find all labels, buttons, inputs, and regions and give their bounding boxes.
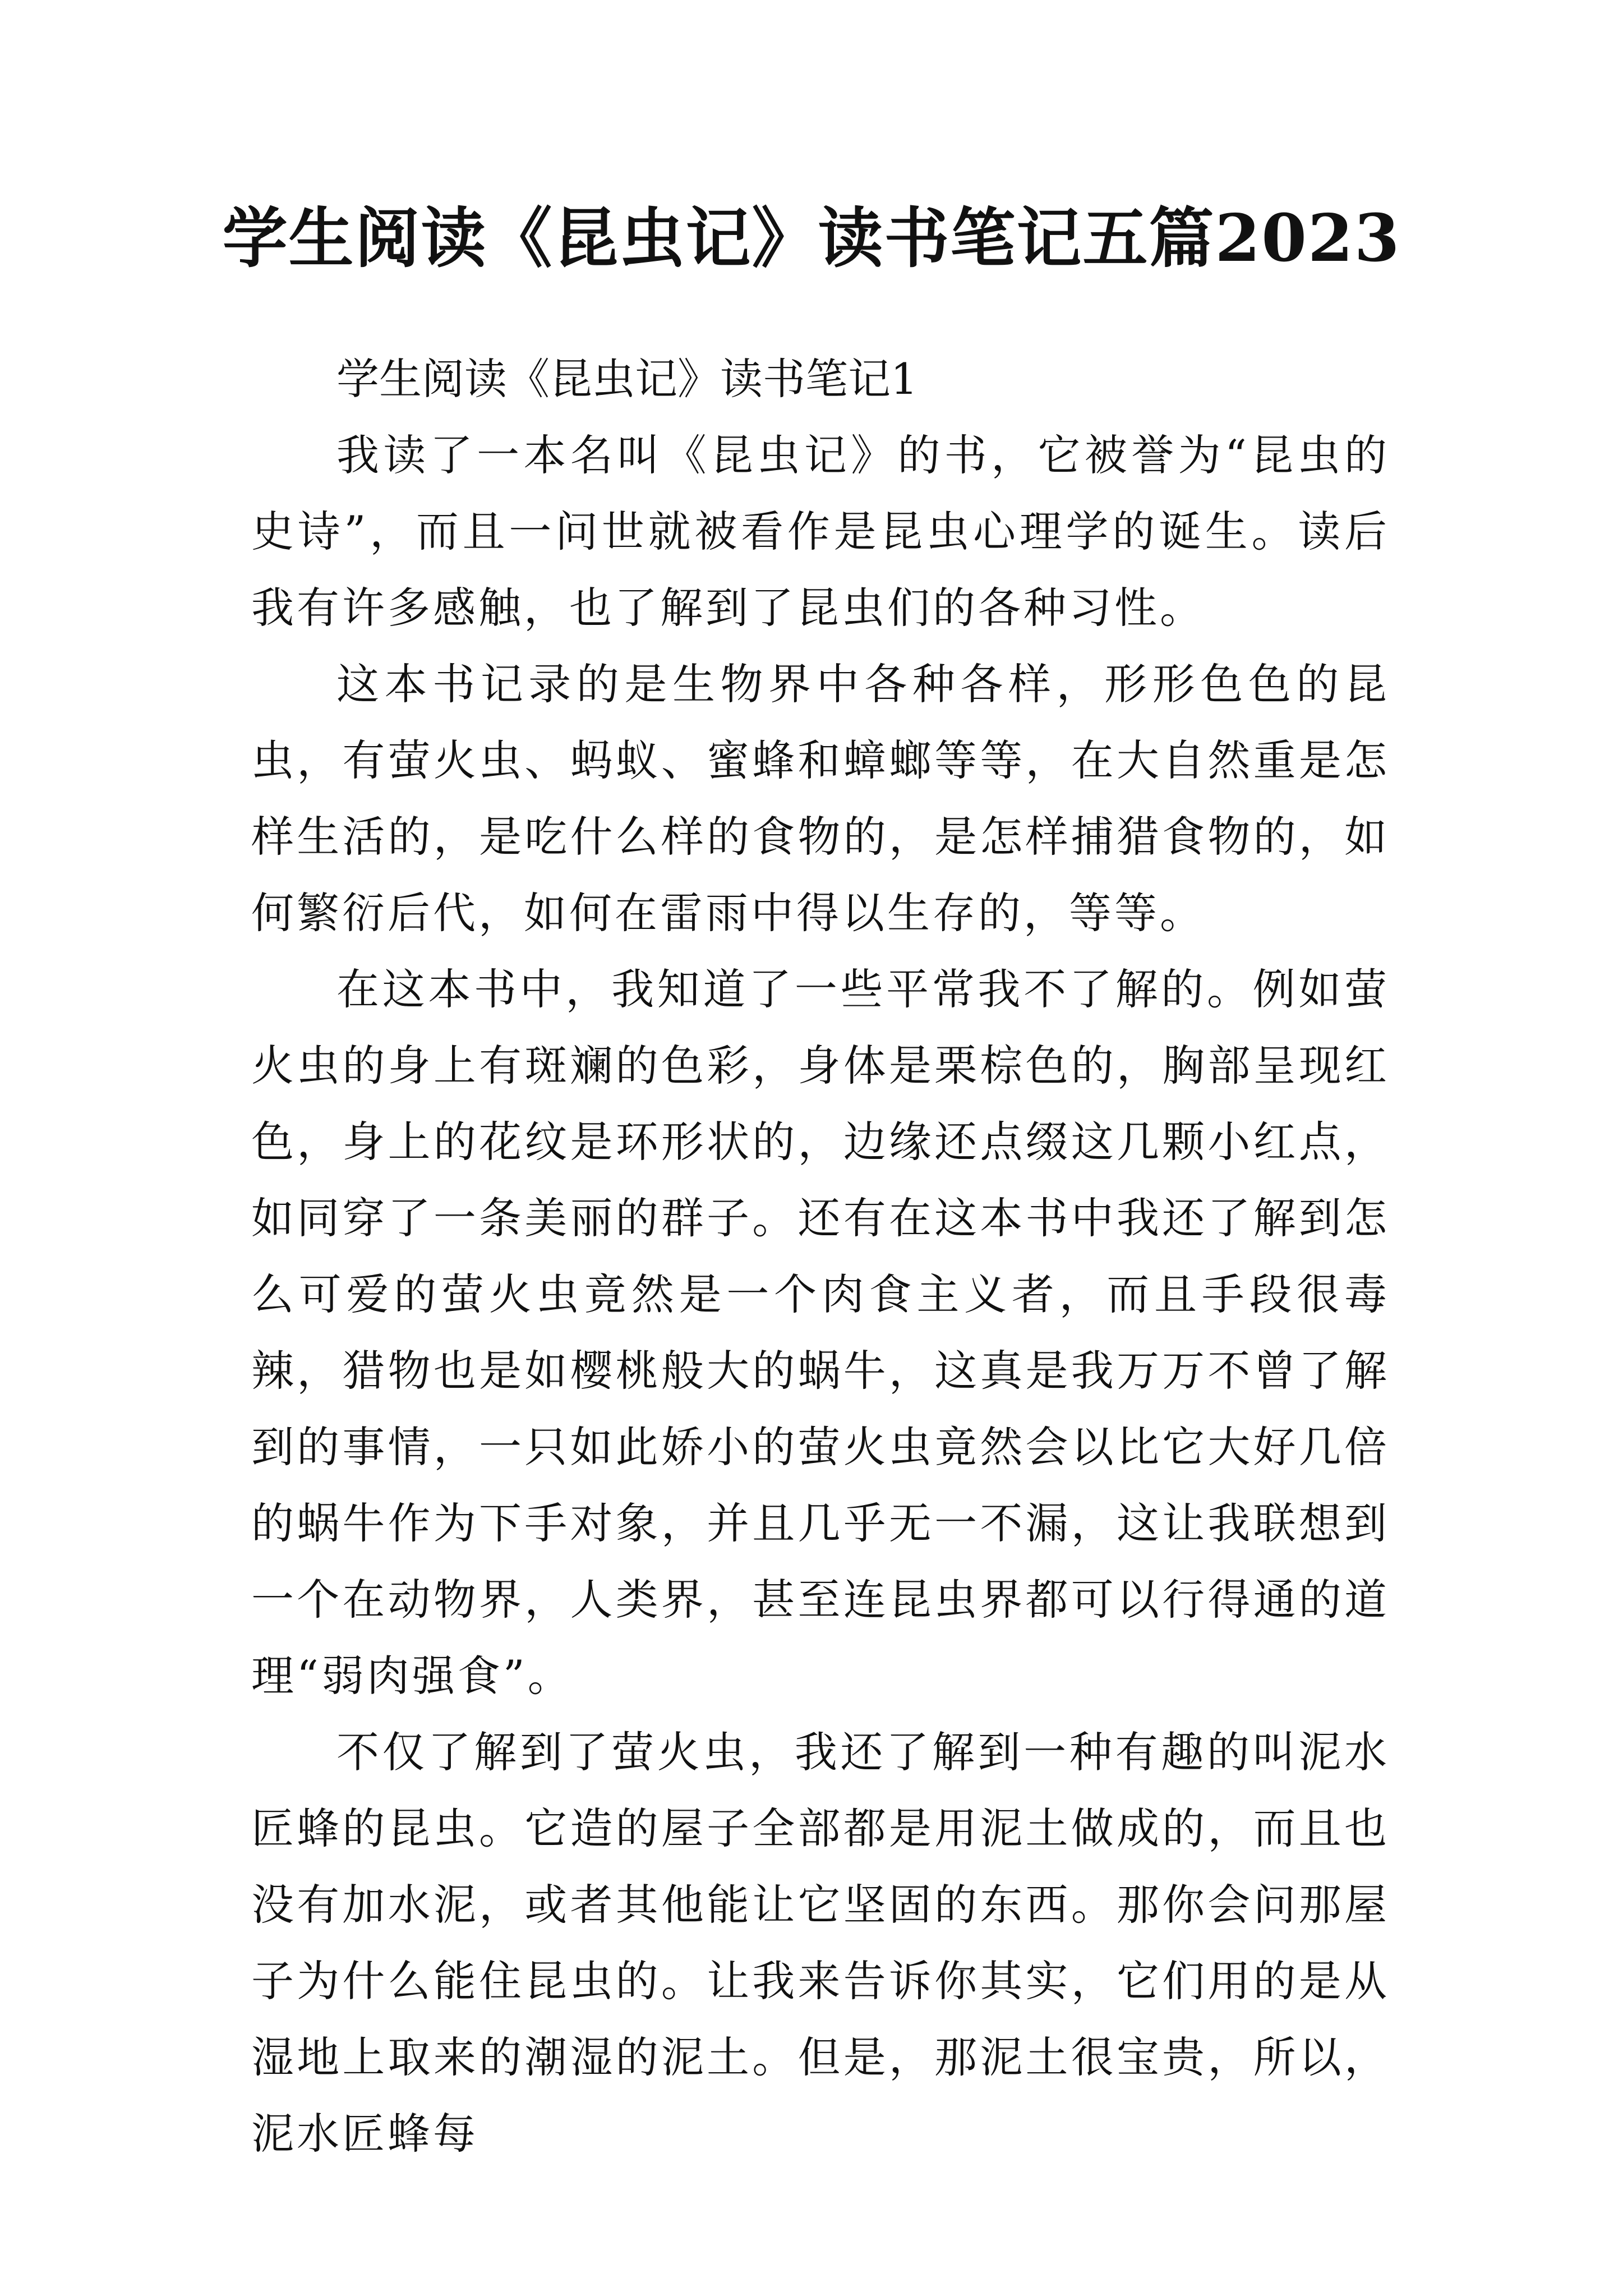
paragraph-1: 我读了一本名叫《昆虫记》的书，它被誉为“昆虫的史诗”，而且一问世就被看作是昆虫心理学的诞生。读后我有许多感触，也了解到了昆虫们的各种习性。 — [251, 430, 1390, 633]
paragraph-3: 在这本书中，我知道了一些平常我不了解的。例如萤火虫的身上有斑斓的色彩，身体是栗棕色的，胸部呈现红色，身上的花纹是环形状的，边缘还点缀这几颗小红点，如同穿了一条美丽的群子。还有在这本书中我还了解到怎么可爱的萤火虫竟然是一个肉食主义者，而且手段很毒辣，猎物也是如樱桃般大的蜗牛，这真是我万万不曾了解到的事情，一只如此娇小的萤火虫竟然会以比它大好几倍的蜗牛作为下手对象，并且几乎无一不漏，这让我联想到一个在动物界，人类界，甚至连昆虫界都可以行得通的道理“弱肉强食”。 — [251, 964, 1390, 1701]
document-title: 学生阅读《昆虫记》读书笔记五篇2023 — [222, 200, 1401, 277]
paragraph-2: 这本书记录的是生物界中各种各样，形形色色的昆虫，有萤火虫、蚂蚁、蜜蜂和蟑螂等等，在大自然重是怎样生活的，是吃什么样的食物的，是怎样捕猎食物的，如何繁衍后代，如何在雷雨中得以生存的，等等。 — [251, 659, 1390, 938]
paragraph-4: 不仅了解到了萤火虫，我还了解到一种有趣的叫泥水匠蜂的昆虫。它造的屋子全部都是用泥土做成的，而且也没有加水泥，或者其他能让它坚固的东西。那你会问那屋子为什么能住昆虫的。让我来告诉你其实，它们用的是从湿地上取来的潮湿的泥土。但是，那泥土很宝贵，所以，泥水匠蜂每 — [251, 1727, 1390, 2159]
document-body — [251, 341, 1390, 2172]
section-heading: 学生阅读《昆虫记》读书笔记1 — [336, 354, 918, 404]
